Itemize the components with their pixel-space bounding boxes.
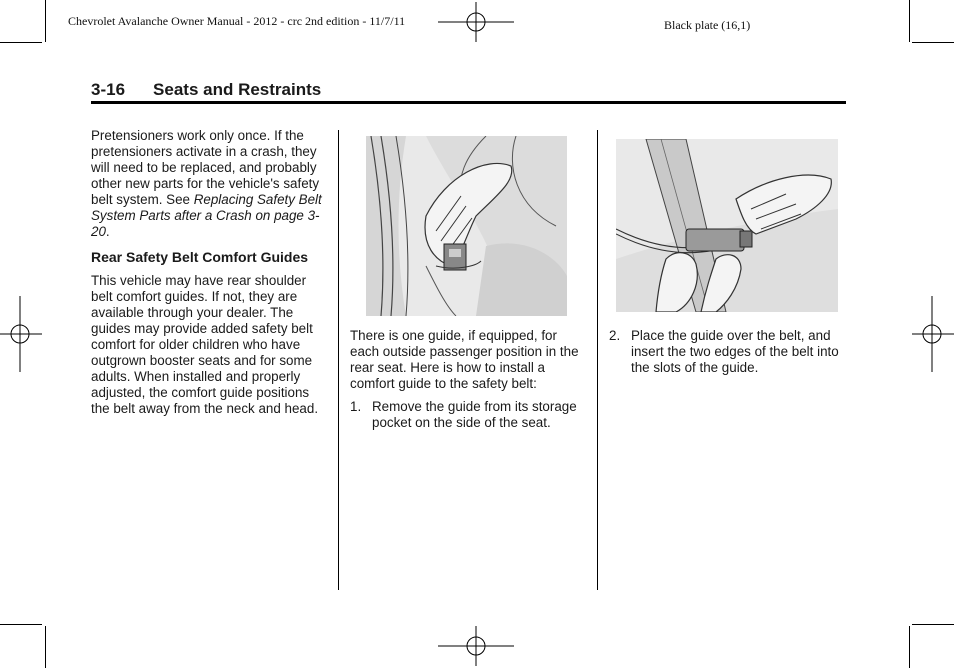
section-title: Seats and Restraints (153, 80, 322, 99)
step-1-number: 1. (350, 399, 362, 414)
illustration-insert-belt (616, 139, 838, 312)
header-rule (91, 101, 846, 104)
step-2-number: 2. (609, 328, 621, 343)
registration-mark-top-icon (438, 2, 514, 42)
column-3 (609, 328, 844, 376)
registration-mark-left-icon (0, 296, 42, 372)
column-2 (350, 328, 585, 431)
install-intro-paragraph: There is one guide, if equipped, for each outside passenger position in the rear seat. Here is how to install a comfort guide to the safety belt: (350, 328, 579, 391)
illustration-remove-guide (366, 136, 567, 316)
registration-mark-right-icon (912, 296, 954, 372)
step-2-text: Place the guide over the belt, and insert the two edges of the belt into the slots of the guide. (631, 328, 839, 375)
intro-paragraph: Pretensioners work only once. If the pretensioners activate in a crash, they will need to be replaced, and probably other new parts for the vehicle's safety belt system. See Replacing Safety Belt System Parts after a Crash on page 3-20. (91, 128, 322, 239)
registration-mark-bottom-icon (438, 626, 514, 666)
column-divider-2 (597, 130, 598, 590)
step-2 (609, 328, 844, 376)
page-number: 3-16 (91, 80, 126, 99)
body-paragraph: This vehicle may have rear shoulder belt comfort guides. If not, they are available through your dealer. The guides may provide added safety belt comfort for older children who have outgrown booster seats and for some adults. When installed and properly adjusted, the comfort guide positions the belt away from the neck and head. (91, 273, 319, 416)
step-1-text: Remove the guide from its storage pocket on the side of the seat. (372, 399, 577, 430)
section-heading: Rear Safety Belt Comfort Guides (91, 249, 309, 265)
step-1 (350, 399, 585, 431)
print-header-left: Chevrolet Avalanche Owner Manual - 2012 - crc 2nd edition - 11/7/11 (68, 14, 406, 28)
column-divider-1 (338, 130, 339, 590)
print-header-right: Black plate (16,1) (664, 18, 751, 32)
page-header (91, 80, 321, 100)
column-1 (91, 128, 331, 417)
cross-reference-link[interactable]: Replacing Safety Belt System Parts after a Crash on page 3-20 (91, 192, 322, 239)
